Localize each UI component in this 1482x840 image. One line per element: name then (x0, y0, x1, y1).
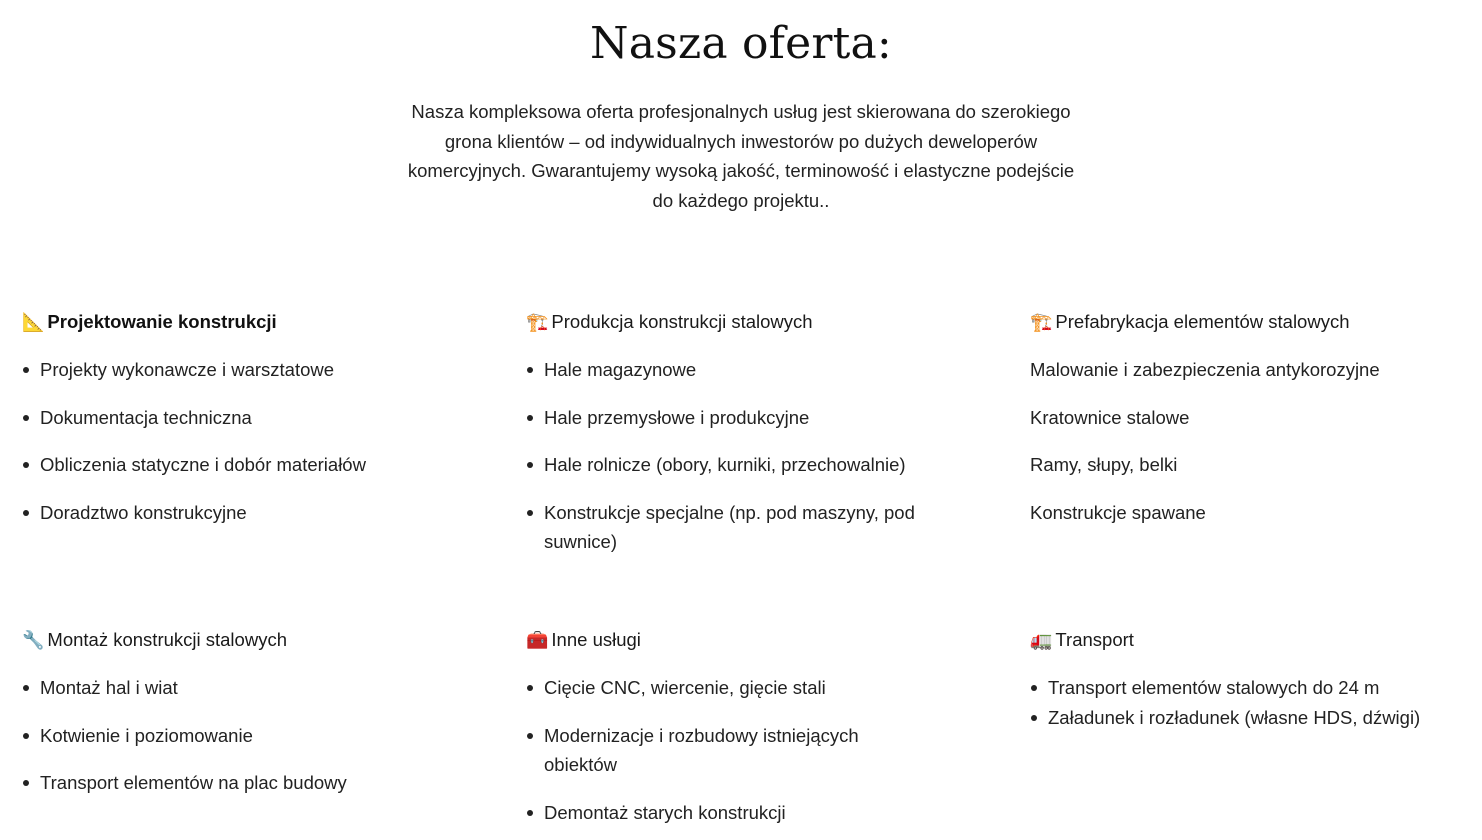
construction-crane-icon: 🏗️ (1030, 312, 1053, 332)
section-title: Montaż konstrukcji stalowych (47, 629, 287, 650)
section-list (526, 355, 951, 557)
section-title: Projektowanie konstrukcji (47, 311, 277, 332)
list-item: Cięcie CNC, wiercenie, gięcie stali (526, 673, 906, 703)
list-item: Dokumentacja techniczna (22, 403, 467, 433)
truck-icon: 🚛 (1030, 630, 1053, 650)
wrench-icon: 🔧 (22, 630, 45, 650)
list-item: Doradztwo konstrukcyjne (22, 498, 467, 528)
section-title: Inne usługi (551, 629, 641, 650)
section-prefabrykacja (1030, 308, 1475, 545)
list-item: Transport elementów na plac budowy (22, 768, 467, 798)
list-item: Hale przemysłowe i produkcyjne (526, 403, 951, 433)
section-list (1030, 673, 1475, 732)
list-item: Montaż hal i wiat (22, 673, 467, 703)
section-heading (22, 308, 467, 336)
toolbox-icon: 🧰 (526, 630, 549, 650)
section-title: Prefabrykacja elementów stalowych (1055, 311, 1350, 332)
list-item: Projekty wykonawcze i warsztatowe (22, 355, 467, 385)
section-produkcja (526, 308, 971, 575)
section-list (22, 673, 467, 798)
section-title: Transport (1055, 629, 1134, 650)
section-heading (1030, 308, 1475, 336)
list-item: Transport elementów stalowych do 24 m (1030, 673, 1475, 703)
list-item: Konstrukcje specjalne (np. pod maszyny, pod suwnice) (526, 498, 951, 557)
section-list (1030, 355, 1475, 527)
section-list (526, 673, 906, 827)
page-title: Nasza oferta: (590, 18, 892, 69)
section-list (22, 355, 467, 527)
list-item: Obliczenia statyczne i dobór materiałów (22, 450, 467, 480)
intro-paragraph: Nasza kompleksowa oferta profesjonalnych usług jest skierowana do szerokiego grona klientów – od indywidualnych inwestorów po dużych deweloperów komercyjnych. Gwarantujemy wysoką jakość, terminowość i elastyczne podejście do każdego projektu.. (407, 101, 1075, 211)
list-item: Demontaż starych konstrukcji (526, 798, 906, 828)
list-item: Kotwienie i poziomowanie (22, 721, 467, 751)
section-transport (1030, 626, 1475, 732)
list-item: Załadunek i rozładunek (własne HDS, dźwigi) (1030, 703, 1475, 733)
construction-crane-icon: 🏗️ (526, 312, 549, 332)
list-item: Ramy, słupy, belki (1030, 454, 1178, 475)
section-heading (22, 626, 467, 654)
section-inne-uslugi (526, 626, 971, 827)
section-heading (526, 308, 971, 336)
section-projektowanie (22, 308, 467, 545)
section-title: Produkcja konstrukcji stalowych (551, 311, 813, 332)
section-montaz (22, 626, 467, 816)
list-item: Hale rolnicze (obory, kurniki, przechowalnie) (526, 450, 951, 480)
section-heading (1030, 626, 1475, 654)
triangular-ruler-icon: 📐 (22, 312, 45, 332)
list-item: Modernizacje i rozbudowy istniejących obiektów (526, 721, 906, 780)
list-item: Kratownice stalowe (1030, 406, 1190, 428)
list-item: Konstrukcje spawane (1030, 501, 1206, 523)
section-heading (526, 626, 971, 654)
list-item: Hale magazynowe (526, 355, 951, 385)
list-item: Malowanie i zabezpieczenia antykorozyjne (1030, 359, 1380, 380)
